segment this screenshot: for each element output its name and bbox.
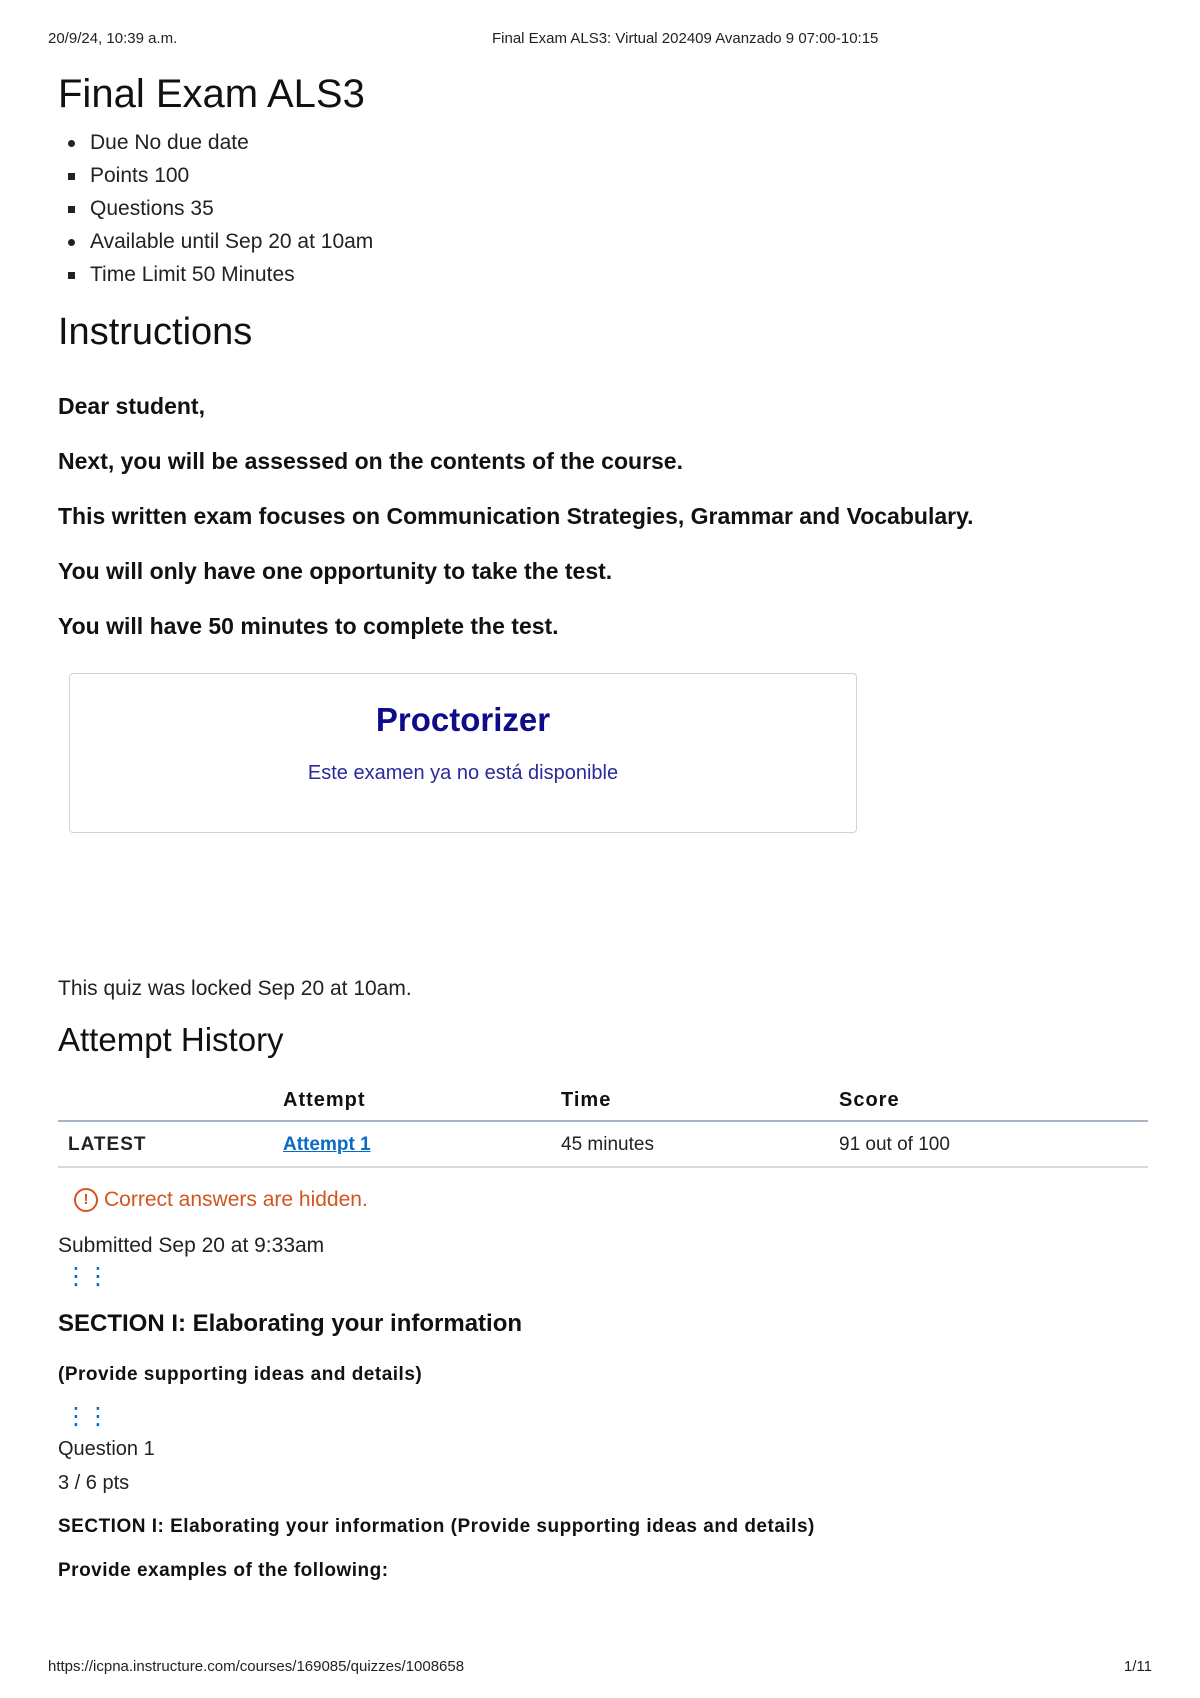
proctorizer-panel <box>69 673 857 833</box>
answers-hidden-text: Correct answers are hidden. <box>104 1188 368 1211</box>
instruction-line: You will have 50 minutes to complete the test. <box>58 613 559 639</box>
header-attempt: Attempt <box>283 1089 366 1111</box>
meta-time-limit: Time Limit 50 Minutes <box>90 258 1148 291</box>
print-date: 20/9/24, 10:39 a.m. <box>48 30 178 47</box>
attempt-1-link[interactable]: Attempt 1 <box>283 1134 371 1155</box>
answers-hidden-notice <box>74 1188 1148 1212</box>
print-header <box>48 30 1152 52</box>
attempt-history-table <box>58 1083 1148 1168</box>
score-cell: 91 out of 100 <box>839 1134 950 1155</box>
meta-due: Due No due date <box>90 126 1148 159</box>
section-heading: SECTION I: Elaborating your information <box>58 1310 523 1337</box>
instruction-line: Dear student, <box>58 393 205 419</box>
table-row <box>58 1121 1148 1167</box>
instructions-title: Instructions <box>58 311 253 353</box>
main-content <box>58 70 1148 1582</box>
quiz-meta-list <box>58 126 1148 291</box>
header-time: Time <box>561 1089 612 1111</box>
print-page-number: 1/11 <box>1123 1658 1152 1675</box>
instruction-line: Next, you will be assessed on the contents of the course. <box>58 448 683 474</box>
time-cell: 45 minutes <box>561 1134 654 1155</box>
instructions-body <box>58 391 1148 641</box>
header-empty <box>58 1083 283 1121</box>
print-doc-title: Final Exam ALS3: Virtual 202409 Avanzado 9 07:00-10:15 <box>492 30 879 47</box>
attempt-history-title: Attempt History <box>58 1021 284 1058</box>
table-header-row <box>58 1083 1148 1121</box>
print-url: https://icpna.instructure.com/courses/169085/quizzes/1008658 <box>48 1658 465 1675</box>
header-score: Score <box>839 1089 900 1111</box>
meta-questions: Questions 35 <box>90 192 1148 225</box>
meta-available-until: Available until Sep 20 at 10am <box>90 225 1148 258</box>
proctorizer-title: Proctorizer <box>375 701 551 738</box>
proctorizer-message: Este examen ya no está disponible <box>307 762 619 784</box>
page-title: Final Exam ALS3 <box>58 72 365 116</box>
drag-handle-icon[interactable]: ⋮⋮ <box>64 1263 108 1290</box>
question-section-line: SECTION I: Elaborating your information (Provide supporting ideas and details) <box>58 1516 815 1537</box>
quiz-locked-notice: This quiz was locked Sep 20 at 10am. <box>58 977 412 1000</box>
section-subheading: (Provide supporting ideas and details) <box>58 1364 423 1385</box>
attempt-cell <box>283 1121 561 1167</box>
question-points: 3 / 6 pts <box>58 1472 130 1494</box>
latest-label: LATEST <box>68 1134 147 1155</box>
question-label: Question 1 <box>58 1438 155 1460</box>
drag-handle-icon[interactable]: ⋮⋮ <box>64 1403 108 1430</box>
submitted-timestamp: Submitted Sep 20 at 9:33am <box>58 1234 325 1257</box>
instruction-line: You will only have one opportunity to take the test. <box>58 558 613 584</box>
warning-icon: ! <box>74 1188 98 1212</box>
instruction-line: This written exam focuses on Communication Strategies, Grammar and Vocabulary. <box>58 503 974 529</box>
question-prompt: Provide examples of the following: <box>58 1560 389 1581</box>
print-footer <box>48 1658 1152 1680</box>
meta-points: Points 100 <box>90 159 1148 192</box>
